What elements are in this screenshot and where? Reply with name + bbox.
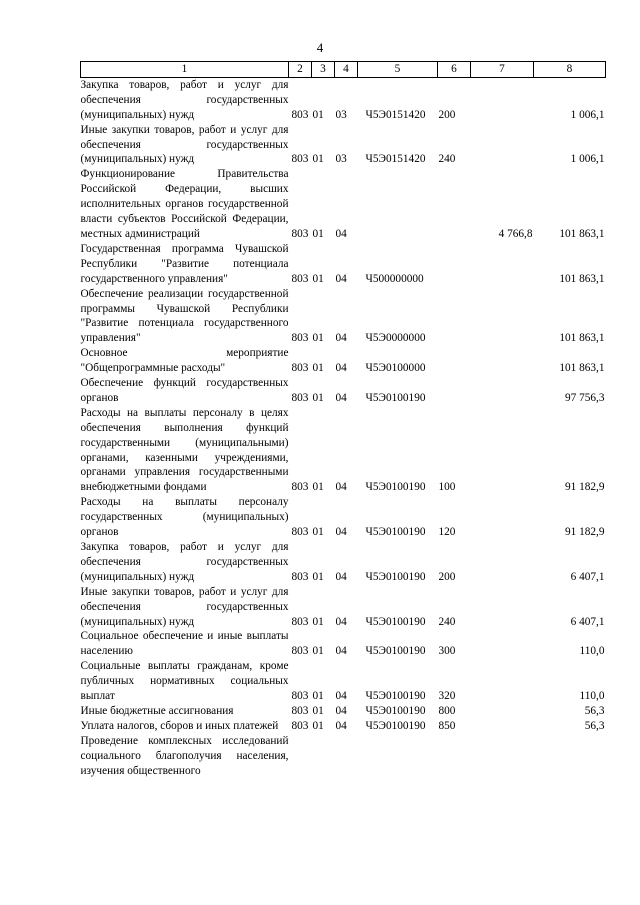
cell-c7	[471, 495, 534, 540]
row-name: Обеспечение функций государственных органов	[80, 377, 289, 404]
cell-c6: 240	[438, 615, 456, 628]
table-row	[81, 540, 606, 585]
cell-c8: 101 863,1	[559, 227, 605, 240]
table-row	[81, 406, 606, 495]
table-row	[81, 734, 606, 779]
table-row	[81, 287, 606, 347]
table-row	[81, 659, 606, 704]
cell-c4: 04	[335, 570, 347, 583]
table-row	[81, 719, 606, 734]
cell-c7	[471, 123, 534, 168]
cell-c7	[471, 346, 534, 376]
cell-c3: 01	[312, 108, 324, 121]
cell-c7	[471, 734, 534, 779]
cell-c7	[471, 376, 534, 406]
cell-c2: 803	[291, 391, 309, 404]
cell-c6	[438, 242, 471, 287]
cell-c2: 803	[291, 704, 309, 717]
table-row	[81, 242, 606, 287]
budget-table	[80, 61, 606, 779]
cell-c7	[471, 719, 534, 734]
cell-c3: 01	[312, 704, 324, 717]
cell-c3: 01	[312, 481, 324, 494]
table-row	[81, 123, 606, 168]
cell-c3: 01	[312, 615, 324, 628]
cell-c4: 04	[335, 481, 347, 494]
row-name: Закупка товаров, работ и услуг для обеспечения государственных (муниципальных) нужд	[80, 78, 289, 121]
cell-c7	[471, 406, 534, 495]
cell-c5	[358, 167, 438, 242]
cell-c2: 803	[291, 108, 309, 121]
cell-c8: 1 006,1	[570, 108, 605, 121]
cell-c4: 04	[335, 391, 347, 404]
table-row	[81, 77, 606, 122]
cell-c3: 01	[312, 227, 324, 240]
cell-c8: 6 407,1	[570, 570, 605, 583]
cell-c5: Ч5Э0100190	[365, 481, 426, 494]
cell-c4: 04	[335, 615, 347, 628]
row-name: Расходы на выплаты персоналу в целях обеспечения выполнения функций государственными (муниципальными) органами, казенными учреждениями, органами управления государственными внебюджетными фондами	[80, 406, 289, 494]
cell-c4: 04	[335, 227, 347, 240]
cell-c3: 01	[312, 332, 324, 345]
row-name: Иные бюджетные ассигнования	[80, 704, 234, 717]
cell-c3: 01	[312, 272, 324, 285]
cell-c8: 91 182,9	[564, 481, 605, 494]
cell-c3	[312, 734, 335, 779]
cell-c8: 110,0	[579, 645, 605, 658]
table-row	[81, 495, 606, 540]
cell-c5: Ч5Э0100190	[365, 615, 426, 628]
cell-c7	[471, 77, 534, 122]
header-col-1: 1	[81, 62, 289, 78]
cell-c5	[358, 734, 438, 779]
cell-c8	[534, 734, 606, 779]
cell-c6: 850	[438, 719, 456, 732]
cell-c3: 01	[312, 690, 324, 703]
row-name: Иные закупки товаров, работ и услуг для обеспечения государственных (муниципальных) нужд	[80, 585, 289, 628]
cell-c6	[438, 734, 471, 779]
row-name: Основное мероприятие "Общепрограммные расходы"	[80, 347, 289, 375]
cell-c7: 4 766,8	[498, 227, 533, 240]
cell-c7	[471, 629, 534, 659]
cell-c2: 803	[291, 526, 309, 539]
cell-c8: 91 182,9	[564, 526, 605, 539]
table-row	[81, 346, 606, 376]
cell-c3: 01	[312, 391, 324, 404]
cell-c2: 803	[291, 272, 309, 285]
cell-c2: 803	[291, 645, 309, 658]
cell-c2: 803	[291, 719, 309, 732]
cell-c5: Ч5Э0100190	[365, 526, 426, 539]
cell-c6: 200	[438, 108, 456, 121]
cell-c6	[438, 346, 471, 376]
cell-c3: 01	[312, 362, 324, 375]
cell-c6: 800	[438, 704, 456, 717]
cell-c8: 101 863,1	[559, 332, 605, 345]
cell-c5: Ч5Э0100190	[365, 391, 426, 404]
cell-c3: 01	[312, 153, 324, 166]
cell-c6	[438, 287, 471, 347]
table-row	[81, 629, 606, 659]
cell-c2: 803	[291, 332, 309, 345]
cell-c7	[471, 585, 534, 630]
cell-c6: 320	[438, 690, 456, 703]
cell-c8: 97 756,3	[564, 391, 605, 404]
header-col-5: 5	[358, 62, 438, 78]
cell-c2: 803	[291, 481, 309, 494]
header-col-4: 4	[335, 62, 358, 78]
cell-c2: 803	[291, 227, 309, 240]
header-col-8: 8	[534, 62, 606, 78]
row-name: Социальное обеспечение и иные выплаты населению	[80, 630, 289, 658]
row-name: Социальные выплаты гражданам, кроме публичных нормативных социальных выплат	[80, 660, 289, 703]
page-number: 4	[316, 40, 324, 55]
cell-c4: 03	[335, 153, 347, 166]
header-col-2: 2	[289, 62, 312, 78]
cell-c2: 803	[291, 615, 309, 628]
header-col-7: 7	[471, 62, 534, 78]
cell-c2: 803	[291, 570, 309, 583]
row-name: Обеспечение реализации государственной программы Чувашской Республики "Развитие потенциала государственного управления"	[80, 287, 289, 345]
cell-c8: 101 863,1	[559, 272, 605, 285]
row-name: Государственная программа Чувашской Республики "Развитие потенциала государственного управления"	[80, 242, 289, 285]
cell-c4: 03	[335, 108, 347, 121]
cell-c6: 300	[438, 645, 456, 658]
cell-c7	[471, 704, 534, 719]
cell-c5: Ч5Э0100190	[365, 690, 426, 703]
cell-c8: 56,3	[584, 704, 605, 717]
cell-c5: Ч5Э0151420	[365, 153, 426, 166]
cell-c4: 04	[335, 526, 347, 539]
cell-c3: 01	[312, 719, 324, 732]
row-name: Функционирование Правительства Российской Федерации, высших исполнительных органов государственной власти субъектов Российской Федерации, местных администраций	[80, 168, 289, 240]
cell-c3: 01	[312, 526, 324, 539]
cell-c3: 01	[312, 645, 324, 658]
header-col-6: 6	[438, 62, 471, 78]
cell-c4: 04	[335, 719, 347, 732]
cell-c8: 6 407,1	[570, 615, 605, 628]
cell-c5: Ч500000000	[365, 272, 424, 285]
cell-c4: 04	[335, 690, 347, 703]
row-name: Иные закупки товаров, работ и услуг для обеспечения государственных (муниципальных) нужд	[80, 123, 289, 166]
cell-c8: 1 006,1	[570, 153, 605, 166]
table-row	[81, 585, 606, 630]
row-name: Проведение комплексных исследований социального благополучия населения, изучения общественного	[80, 734, 289, 777]
table-row	[81, 167, 606, 242]
row-name: Расходы на выплаты персоналу государственных (муниципальных) органов	[80, 496, 289, 539]
cell-c8: 110,0	[579, 690, 605, 703]
cell-c5: Ч5Э0100190	[365, 645, 426, 658]
table-row	[81, 704, 606, 719]
cell-c5: Ч5Э0000000	[365, 332, 426, 345]
cell-c5: Ч5Э0100000	[365, 362, 426, 375]
cell-c6	[438, 376, 471, 406]
header-col-3: 3	[312, 62, 335, 78]
cell-c5: Ч5Э0151420	[365, 108, 426, 121]
cell-c4: 04	[335, 362, 347, 375]
cell-c7	[471, 540, 534, 585]
cell-c5: Ч5Э0100190	[365, 704, 426, 717]
cell-c8: 56,3	[584, 719, 605, 732]
cell-c7	[471, 242, 534, 287]
cell-c2: 803	[291, 362, 309, 375]
table-row	[81, 376, 606, 406]
header-row	[81, 62, 606, 78]
cell-c4	[335, 734, 358, 779]
cell-c6	[438, 167, 471, 242]
cell-c2: 803	[291, 690, 309, 703]
cell-c4: 04	[335, 272, 347, 285]
cell-c2: 803	[291, 153, 309, 166]
row-name: Уплата налогов, сборов и иных платежей	[80, 719, 279, 732]
cell-c7	[471, 287, 534, 347]
cell-c7	[471, 659, 534, 704]
cell-c2	[289, 734, 312, 779]
cell-c6: 100	[438, 481, 456, 494]
cell-c4: 04	[335, 704, 347, 717]
cell-c5: Ч5Э0100190	[365, 570, 426, 583]
cell-c4: 04	[335, 332, 347, 345]
cell-c6: 240	[438, 153, 456, 166]
cell-c5: Ч5Э0100190	[365, 719, 426, 732]
cell-c3: 01	[312, 570, 324, 583]
cell-c8: 101 863,1	[559, 362, 605, 375]
cell-c4: 04	[335, 645, 347, 658]
row-name: Закупка товаров, работ и услуг для обеспечения государственных (муниципальных) нужд	[80, 541, 289, 583]
cell-c6: 200	[438, 570, 456, 583]
cell-c6: 120	[438, 526, 456, 539]
